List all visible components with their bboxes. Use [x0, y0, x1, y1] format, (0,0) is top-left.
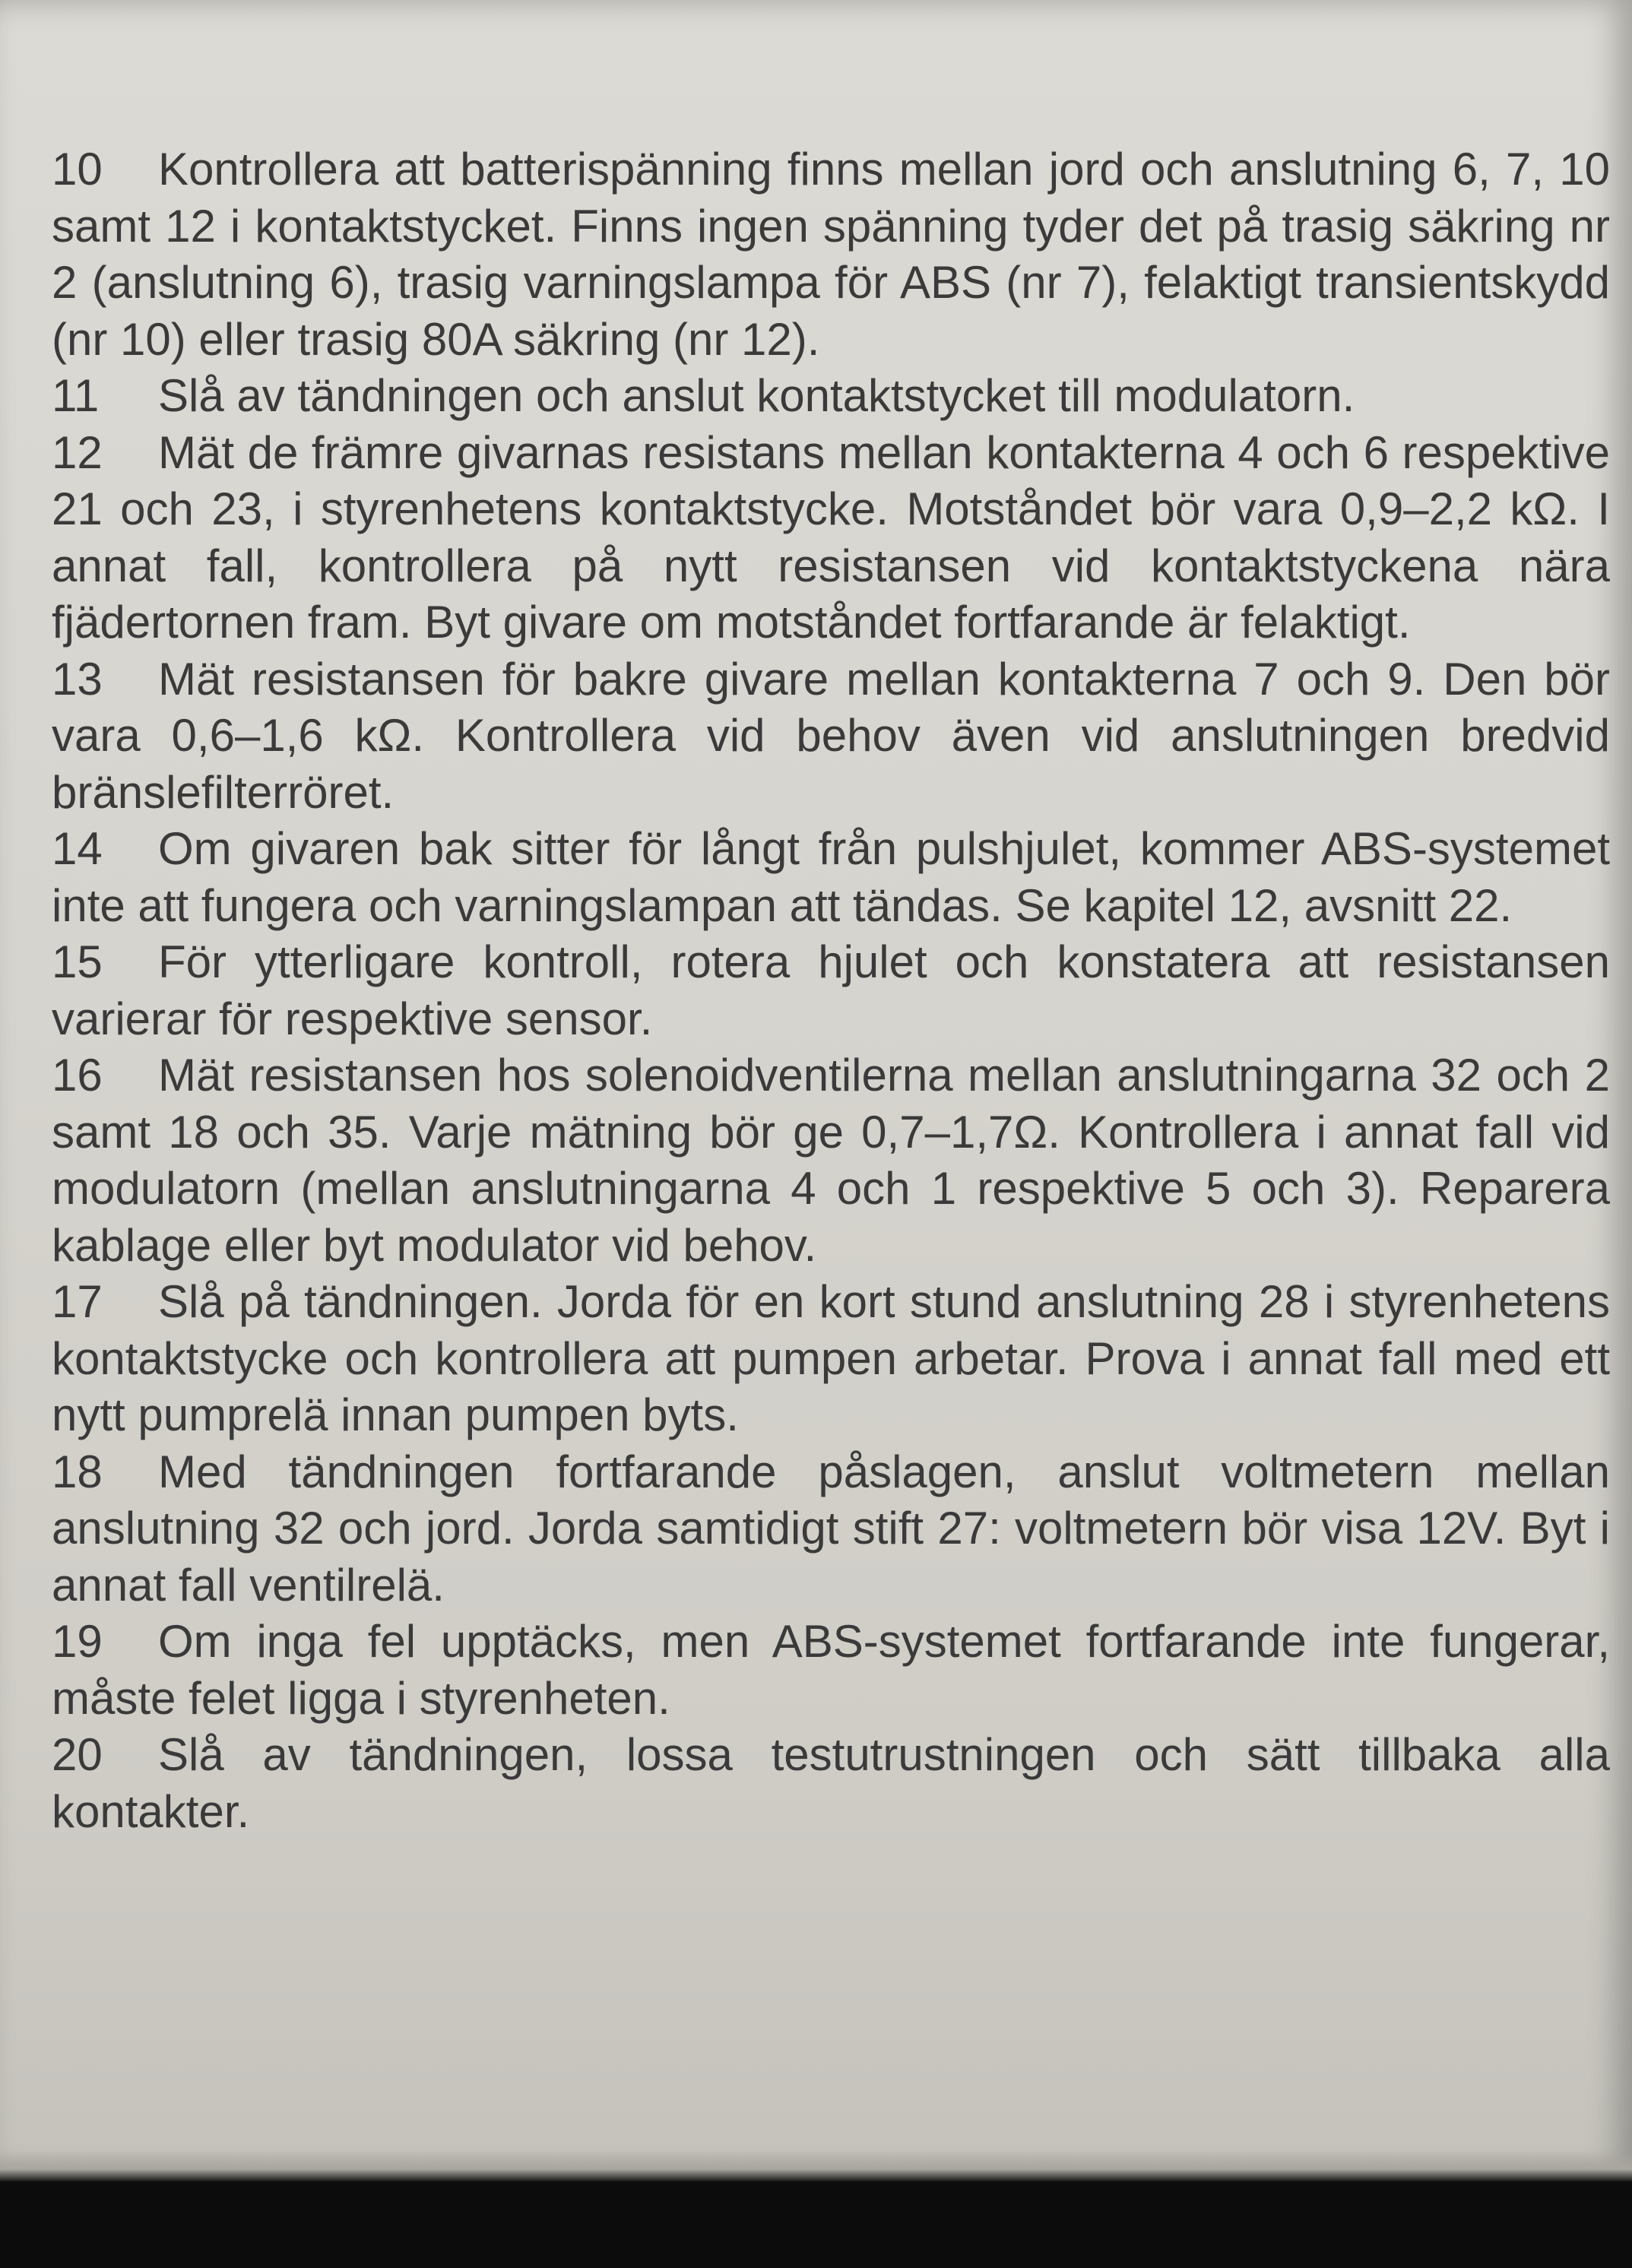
step-14 — [52, 821, 1610, 934]
step-number: 11 — [52, 370, 100, 421]
step-16 — [52, 1047, 1610, 1274]
step-number: 10 — [52, 144, 103, 195]
step-17 — [52, 1274, 1610, 1444]
procedure-text — [52, 141, 1610, 1840]
step-text: Slå av tändningen och anslut kontaktstycket till modulatorn. — [158, 370, 1355, 421]
step-11 — [52, 368, 1610, 425]
step-text: Om inga fel upptäcks, men ABS-systemet fortfarande inte fungerar, måste felet ligga i styrenheten. — [52, 1616, 1610, 1724]
step-text: Med tändningen fortfarande påslagen, anslut voltmetern mellan anslutning 32 och jord. Jorda samtidigt stift 27: voltmetern bör visa 12V. Byt i annat fall ventilrelä. — [52, 1446, 1610, 1611]
step-text: Mät resistansen hos solenoidventilerna mellan anslutningarna 32 och 2 samt 18 och 35. Varje mätning bör ge 0,7–1,7Ω. Kontrollera i annat fall vid modulatorn (mellan anslutningarna 4 och 1 respektive 5 och 3). Reparera kablage eller byt modulator vid behov. — [52, 1050, 1610, 1271]
step-19 — [52, 1614, 1610, 1727]
step-number: 19 — [52, 1616, 103, 1667]
step-13 — [52, 651, 1610, 822]
step-number: 13 — [52, 653, 103, 705]
step-number: 15 — [52, 936, 103, 987]
step-number: 12 — [52, 426, 103, 478]
step-text: Kontrollera att batterispänning finns mellan jord och anslutning 6, 7, 10 samt 12 i kontaktstycket. Finns ingen spänning tyder det på trasig säkring nr 2 (anslutning 6), trasig varningslampa för ABS (nr 7), felaktigt transientskydd (nr 10) eller trasig 80A säkring (nr 12). — [52, 144, 1610, 365]
step-number: 17 — [52, 1276, 103, 1327]
step-text: Slå på tändningen. Jorda för en kort stund anslutning 28 i styrenhetens kontaktstycke och kontrollera att pumpen arbetar. Prova i annat fall med ett nytt pumprelä innan pumpen byts. — [52, 1276, 1610, 1440]
step-number: 16 — [52, 1050, 103, 1101]
step-text: Slå av tändningen, lossa testutrustningen och sätt tillbaka alla kontakter. — [52, 1729, 1610, 1837]
step-10 — [52, 141, 1610, 368]
step-number: 14 — [52, 823, 103, 874]
step-text: Mät de främre givarnas resistans mellan kontakterna 4 och 6 respektive 21 och 23, i styrenhetens kontaktstycke. Motståndet bör vara 0,9–2,2 kΩ. I annat fall, kontrollera på nytt resistansen vid kontaktstyckena nära fjädertornen fram. Byt givare om motståndet fortfarande är felaktigt. — [52, 426, 1610, 648]
step-number: 20 — [52, 1729, 103, 1780]
step-text: Mät resistansen för bakre givare mellan kontakterna 7 och 9. Den bör vara 0,6–1,6 kΩ. Kontrollera vid behov även vid anslutningen bredvid bränslefilterröret. — [52, 653, 1610, 818]
page-bottom-edge — [0, 2151, 1632, 2181]
step-text: Om givaren bak sitter för långt från pulshjulet, kommer ABS-systemet inte att fungera och varningslampan att tändas. Se kapitel 12, avsnitt 22. — [52, 823, 1610, 931]
step-18 — [52, 1444, 1610, 1614]
step-number: 18 — [52, 1446, 103, 1497]
step-text: För ytterligare kontroll, rotera hjulet och konstatera att resistansen varierar för respektive sensor. — [52, 936, 1610, 1044]
step-15 — [52, 934, 1610, 1047]
step-12 — [52, 425, 1610, 651]
step-20 — [52, 1727, 1610, 1840]
